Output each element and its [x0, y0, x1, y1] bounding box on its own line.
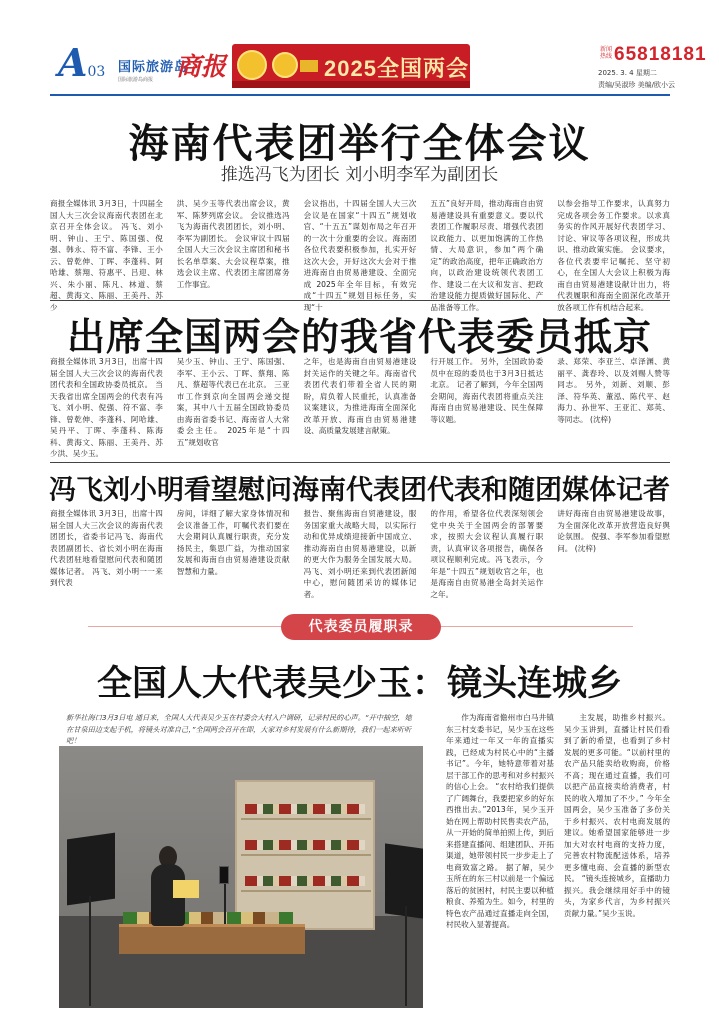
article2-col-2: 吴少玉、钟山、王宁、陈国强、李军、王小云、丁晖、蔡翔、陈凡、蔡超等代表已在北京。 三亚市工作到京向全国两会递交提案，其中八十五届全国政协委员由海南省委书记、海南省人大常委会主任。 2025年是“十四五”规划收官 — [176, 357, 290, 447]
softbox-light-right — [385, 843, 423, 918]
page-number — [58, 40, 105, 85]
banner-wave — [232, 81, 470, 88]
article2-col-5: 录、郑荣、李亚兰、卓泽渊、黄丽平、龚春玲、以及刘赐人赞等同志。 另外，刘新、刘顺、彭泽、符华英、董泓、陈代平、赵海力、孙世军、王亚汇、郑英、等同志。 (沈梓) — [557, 357, 670, 424]
display-table — [119, 924, 305, 954]
cppcc-emblem-icon — [272, 52, 298, 78]
banner-title: 2025全国两会 — [324, 56, 469, 81]
two-sessions-banner — [232, 44, 470, 88]
article3-col-2: 房间，详细了解大家身体情况和会议准备工作，叮嘱代表们要在大会期间认真履行职责，充分发扬民主，集思广益，为推动国家发展和海南自由贸易港建设贡献智慧和力量。 — [176, 509, 290, 576]
photo-caption: 新华社海口3月3日电 通日来，全国人大代表吴少玉在村委会大村入户调研，记录村民的心声。“开中抽空，她在甘泉田边支起手机，将镜头对准自己，”全国两会召开在即，大家对乡村发展有什么新期待，我们一起来听听吧！ — [66, 713, 412, 745]
divider-1 — [50, 300, 670, 301]
national-emblem-icon — [237, 50, 267, 80]
article3-col-3: 报告、聚焦海南自贸港建设，服务国家重大战略大局，以实际行动和优异成绩迎接新中国成立、推动海南自由贸易港建设，以新的更大作为服务全国发展大局。 冯飞、刘小明还来到代表团新闻中心，慰问随团采访的媒体记者。 — [303, 509, 417, 599]
article1-col-1: 商报全媒体讯 3月3日，十四届全国人大三次会议海南代表团在北京召开全体会议。 冯飞、刘小明、钟山、王宁、陈国强、倪强、韩永、符不富、李锋、王小云、曾乾伸、丁晖、李蓬科、阿哈雄、蔡翔、符惠平、吕迎、林兴、朱小丽、陈凡、林道、蔡超、黄海文、陈丽、王美丹、苏少 — [50, 199, 163, 312]
article3-body — [50, 508, 670, 599]
product-shelf — [235, 780, 375, 930]
article4-photo-block — [50, 712, 432, 1008]
article1-col-3: 会议指出，十四届全国人大三次会议是在国家“十四五”规划收官、“十五五”谋划布局之年召开的一次十分重要的会议。海南团各位代表要积极参加，扎实开好这次大会，开好这次大会对于推进海南自由贸易港建设、全面完成 2025年全年目标，有效完成“十四五”规划目标任务，实现“十 — [303, 199, 417, 312]
article3-col-5: 讲好海南自由贸易港建设故事，为全面深化改革开放营造良好舆论氛围。 倪强、李军参加看望慰问。 (沈梓) — [557, 509, 670, 553]
table-products — [123, 912, 293, 924]
article2-col-3: 之年，也是海南自由贸易港建设封关运作的关键之年。海南省代表团代表们带着全省人民的期盼，肩负着人民重托，认真准备议案建议，为推进海南全面深化改革开放、海南自由贸易港建设、高质量发展建言献策。 — [303, 357, 417, 435]
article2-headline: 出席全国两会的我省代表委员抵京 — [66, 315, 652, 359]
article4-col-2 — [564, 712, 670, 1012]
page-number-text: 03 — [87, 64, 106, 80]
masthead — [0, 0, 719, 100]
article4-col-1-text: 作为海南省儋州市白马井镇东三村支委书记，吴少玉在这些年来通过一年又一年的直播实践，已经成为村民心中的“主播书记”。今年，她特意带着对基层干部工作的思考和对乡村振兴的信心上会。 “农村给我们提供了广阔舞台，我要把家乡的好东西推出去。”2013年，吴少玉开始在网上帮助村民售卖农产品，从一开始的简单拍照上传，到后来搭建直播间、组建团队、开拓渠道，她带领村民一步步走上了电商致富之路。 据了解，吴少玉所在的东三村以前是一个偏远落后的贫困村，村民主要以种植粮食、养殖为生。如今，村里的特色农产品通过直播走向全国，村民收入显著提高。 — [446, 713, 554, 929]
article3-col-1: 商报全媒体讯 3月3日，出席十四届全国人大三次会议的海南代表团团长，省委书记冯飞、海南代表团副团长、省长刘小明在海南代表团驻地看望慰问代表和随团媒体记者。 冯飞、刘小明一一来到代表 — [50, 509, 163, 587]
section-tag: 代表委员履职录 — [281, 614, 441, 640]
article3-col-4: 的作用，希望各位代表深刻领会党中央关于全国两会的部署要求，按照大会议程认真履行职责，认真审议各项报告，确保各项议程顺利完成。冯飞表示，今年是“十四五”规划收官之年，也是海南自由贸易港全岛封关运作之年。 — [430, 509, 544, 599]
article1-col-2: 洪、吴少玉等代表出席会议，黄军、陈梦列席会议。 会议推选冯飞为海南代表团团长，刘小明、李军为副团长。 会议审议十四届全国人大三次会议主席团和秘书长名单草案、大会议程草案，推选会议主席、代表团主席团席务工作事宜。 — [176, 199, 290, 289]
hotline-label: 新闻热线 — [600, 46, 613, 60]
article4-col-2-text: 主发展，助推乡村振兴。 吴少玉讲到，直播让村民们看到了新的希望，也看到了乡村发展的更多可能。“以前村里的农产品只能卖给收购商，价格不高；现在通过直播，我们可以把产品直接卖给消费者，村民的收入增加了不少。” 今年全国两会，吴少玉准备了多份关于乡村振兴、农村电商发展的建议。她希望国家能够进一步加大对农村电商的支持力度，完善农村物流配送体系，培养更多懂电商、会直播的新型农民。 “镜头连接城乡，直播助力振兴。我会继续用好手中的镜头，为家乡代言，为乡村振兴贡献力量。”吴少玉说。 — [564, 713, 670, 918]
masthead-rule — [50, 94, 670, 96]
article3-headline: 冯飞刘小明看望慰问海南代表团代表和随团媒体记者 — [49, 475, 670, 506]
article2-body — [50, 356, 670, 456]
article4-col-1 — [446, 712, 554, 1012]
paper-name: 国际旅游岛 — [118, 60, 189, 75]
article1-col-4: 五五”良好开局，推动海南自由贸易港建设具有重要意义。要以代表团工作履职尽责、增强代表团议政能力、以更加饱满的工作热情、大局意识，参加“两个确定”的政治高度，把年正确政治方向，以政治建设统领代表团工作、建设二在大议和发言、把政治建设能力提质做好国际化、产品准备等工作。 — [430, 199, 544, 312]
article2-col-1: 商报全媒体讯 3月3日，出席十四届全国人大三次会议的海南代表团代表和全国政协委员抵京。 当天我省出席全国两会的代表有冯飞、刘小明、倪强、符不富、李锋、曾乾伸、李蓬科、阿哈雄、吴丹平、丁晖、李蓬科、陈海科、黄海文、陈丽、王美丹、苏少洪、吴少玉。 — [50, 357, 163, 458]
page-letter: A — [58, 40, 88, 85]
article1-body — [50, 198, 670, 312]
paper-logo-script: 商报 — [176, 52, 227, 81]
article2-col-4: 行开展工作。 另外，全国政协委员中在琼的委员也于3月3日抵达北京。 记者了解到，今年全国两会期间，海南代表团将重点关注海南自由贸易港建设、民生保障等议题。 — [430, 357, 544, 424]
editors-credit: 责编/吴淑珍 美编/欧小云 — [598, 81, 675, 89]
phone-icon — [219, 866, 229, 884]
great-hall-icon — [300, 60, 318, 72]
article1-col-5: 以参会指导工作要求，认真努力完成各项会务工作要求。以求真务实的作风开展好代表团学习、讨论、审议等各项议程，形成共识、推动政策实施。 会议要求，各位代表要牢记嘱托、坚守初心，在全国人大会议上积极为海南自由贸易港建设献计出力，将代表履职和海南全面深化改革开放各项工作有机结合起来。 — [557, 199, 670, 312]
article1-headline: 海南代表团举行全体会议 — [128, 121, 591, 167]
issue-date: 2025. 3. 4 星期二 — [598, 69, 657, 77]
article1-subhead: 推选冯飞为团长 刘小明李军为副团长 — [220, 165, 499, 185]
article4-headline: 全国人大代表吴少玉：镜头连城乡 — [96, 664, 622, 704]
livestream-photo — [59, 746, 423, 1008]
paper-subtitle: 国际旅游岛商报 — [118, 77, 154, 83]
product-card — [173, 880, 199, 898]
softbox-light-left — [67, 833, 115, 906]
divider-2 — [50, 462, 670, 463]
hotline-number: 65818181 — [614, 44, 707, 65]
